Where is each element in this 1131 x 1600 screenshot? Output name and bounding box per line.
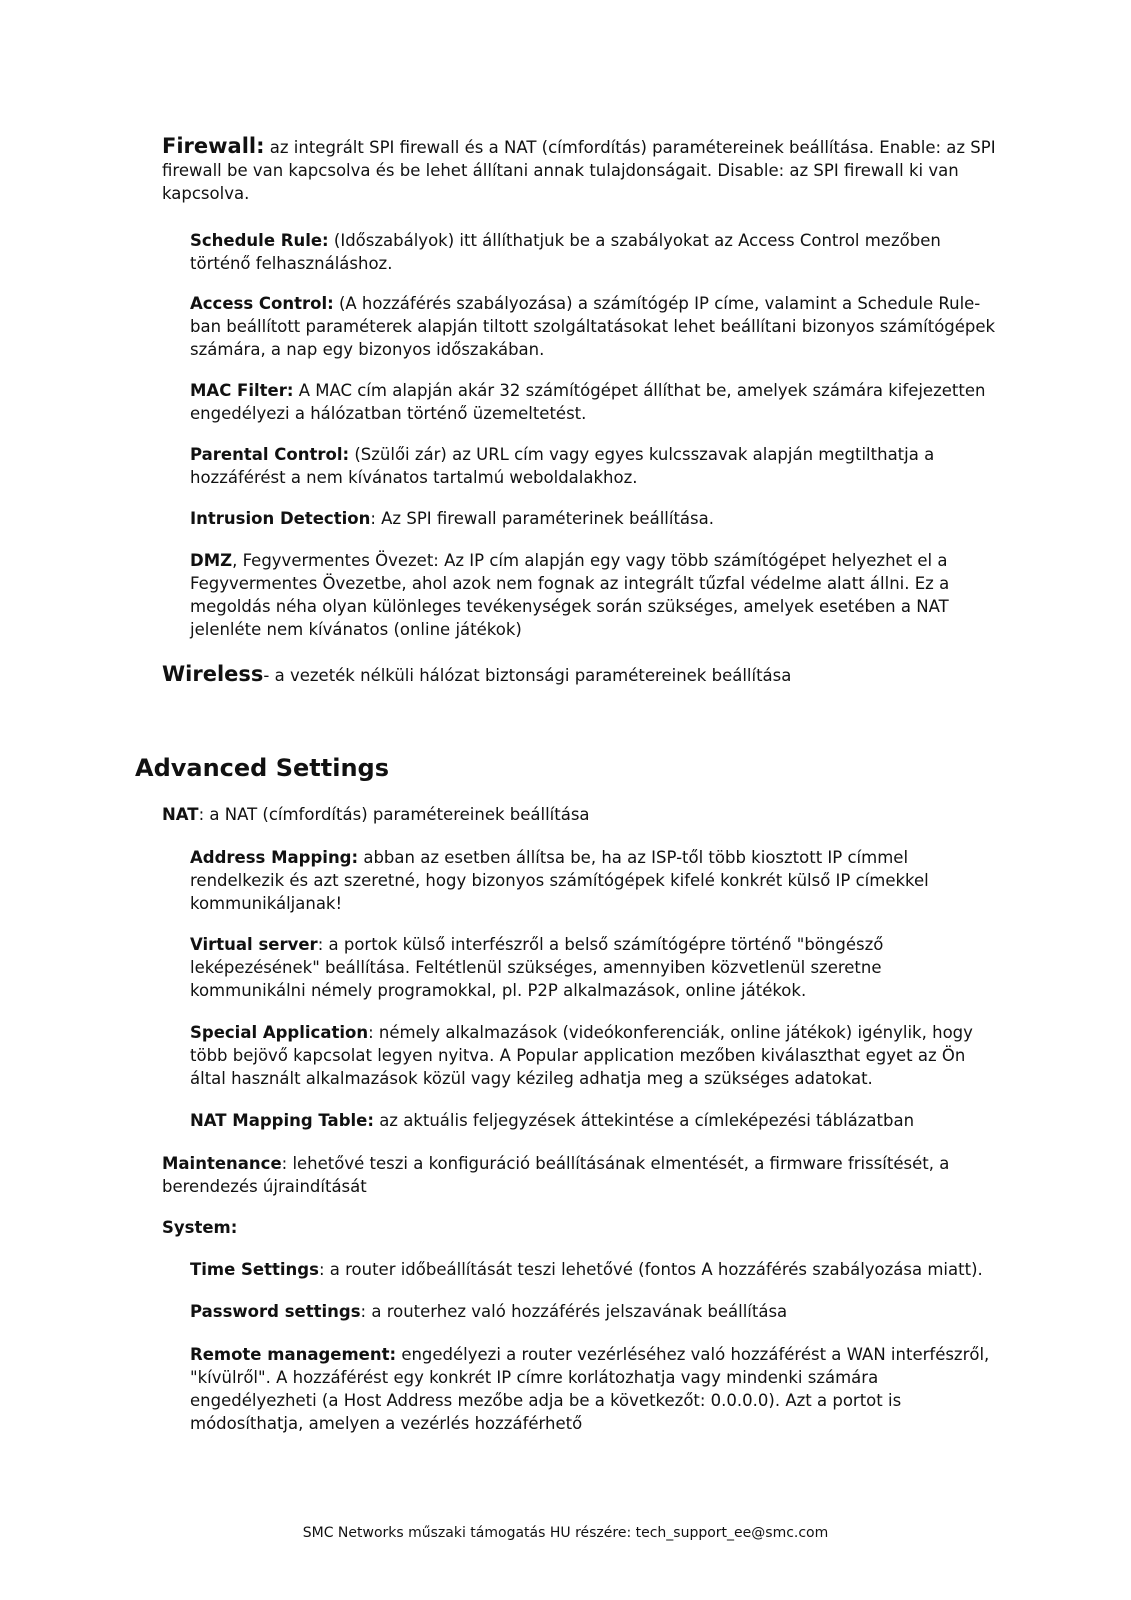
remote-management-text: engedélyezi a router vezérléséhez való hozzáférést a WAN interfészről, "kívülről". A hozzáférést egy konkrét IP címre korlátozhatja vagy mindenki számára engedélyezheti (a Host Address mezőbe adja be a következőt: 0.0.0.0). Azt a portot is módosíthatja, amelyen a vezérlés hozzáférhető bbox=[190, 1345, 990, 1433]
intrusion-detection-paragraph bbox=[190, 507, 1002, 530]
system-paragraph bbox=[162, 1216, 1002, 1239]
access-control-paragraph bbox=[190, 292, 1002, 361]
time-settings-term: Time Settings bbox=[190, 1260, 319, 1279]
password-settings-text: : a routerhez való hozzáférés jelszavának beállítása bbox=[360, 1302, 788, 1321]
mac-filter-text: A MAC cím alapján akár 32 számítógépet állíthat be, amelyek számára kifejezetten engedélyezi a hálózatban történő üzemeltetést. bbox=[190, 381, 986, 423]
virtual-server-paragraph bbox=[190, 933, 1002, 1002]
schedule-rule-paragraph bbox=[190, 229, 1002, 275]
nat-mapping-table-text: az aktuális feljegyzések áttekintése a címleképezési táblázatban bbox=[373, 1111, 915, 1130]
access-control-term: Access Control: bbox=[190, 294, 334, 313]
remote-management-paragraph bbox=[190, 1343, 1002, 1435]
nat-paragraph bbox=[162, 803, 1002, 826]
access-control-text: (A hozzáférés szabályozása) a számítógép IP címe, valamint a Schedule Rule-ban beállított paraméterek alapján tiltott szolgáltatásokat lehet beállítani bizonyos számítógépek számára, a nap egy bizonyos időszakában. bbox=[190, 294, 996, 359]
maintenance-paragraph bbox=[162, 1152, 1002, 1198]
parental-control-paragraph bbox=[190, 443, 1002, 489]
nat-text: : a NAT (címfordítás) paramétereinek beállítása bbox=[198, 805, 590, 824]
schedule-rule-term: Schedule Rule: bbox=[190, 231, 329, 250]
firewall-paragraph bbox=[162, 135, 1002, 205]
time-settings-text: : a router időbeállítását teszi lehetővé (fontos A hozzáférés szabályozása miatt). bbox=[318, 1260, 983, 1279]
intrusion-detection-text: : Az SPI firewall paraméterinek beállítása. bbox=[370, 509, 714, 528]
parental-control-term: Parental Control: bbox=[190, 445, 350, 464]
page-footer: SMC Networks műszaki támogatás HU részére: tech_support_ee@smc.com bbox=[302, 1525, 829, 1541]
password-settings-paragraph bbox=[190, 1300, 1002, 1323]
schedule-rule-text: (Időszabályok) itt állíthatjuk be a szabályokat az Access Control mezőben történő felhasználáshoz. bbox=[190, 231, 941, 273]
special-application-term: Special Application bbox=[190, 1023, 369, 1042]
virtual-server-term: Virtual server bbox=[190, 935, 318, 954]
intrusion-detection-term: Intrusion Detection bbox=[190, 509, 371, 528]
wireless-term: Wireless bbox=[162, 662, 264, 686]
dmz-text: , Fegyvermentes Övezet: Az IP cím alapján egy vagy több számítógépet helyezhet el a Fegyvermentes Övezetbe, ahol azok nem fognak az integrált tűzfal védelme alatt állni. Ez a megoldás néha olyan különleges tevékenységek során szükséges, amelyek esetében a NAT jelenléte nem kívánatos (online játékok) bbox=[190, 551, 950, 639]
nat-mapping-table-term: NAT Mapping Table: bbox=[190, 1111, 374, 1130]
dmz-paragraph bbox=[190, 549, 1002, 641]
special-application-paragraph bbox=[190, 1021, 1002, 1090]
virtual-server-text: : a portok külső interfészről a belső számítógépre történő "böngésző leképezésének" beállítása. Feltétlenül szükséges, amennyiben közvetlenül szeretne kommunikálni némely programokkal, pl. P2P alkalmazások, online játékok. bbox=[190, 935, 884, 1000]
firewall-text: az integrált SPI firewall és a NAT (címfordítás) paramétereinek beállítása. Enable: az SPI firewall be van kapcsolva és be lehet állítani annak tulajdonságait. Disable: az SPI firewall ki van kapcsolva. bbox=[162, 138, 996, 203]
system-term: System: bbox=[162, 1218, 238, 1237]
maintenance-text: : lehetővé teszi a konfiguráció beállításának elmentését, a firmware frissítését, a berendezés újraindítását bbox=[162, 1154, 950, 1196]
time-settings-paragraph bbox=[190, 1258, 1002, 1281]
mac-filter-paragraph bbox=[190, 379, 1002, 425]
maintenance-term: Maintenance bbox=[162, 1154, 282, 1173]
wireless-text: - a vezeték nélküli hálózat biztonsági paramétereinek beállítása bbox=[263, 666, 792, 685]
special-application-text: : némely alkalmazások (videókonferenciák, online játékok) igénylik, hogy több bejövő kapcsolat legyen nyitva. A Popular application mezőben kiválaszthat egyet az Ön által használt alkalmazások közül vagy kézileg adhatja meg a szükséges adatokat. bbox=[190, 1023, 973, 1088]
mac-filter-term: MAC Filter: bbox=[190, 381, 294, 400]
parental-control-text: (Szülői zár) az URL cím vagy egyes kulcsszavak alapján megtilthatja a hozzáférést a nem kívánatos tartalmú weboldalakhoz. bbox=[190, 445, 935, 487]
address-mapping-term: Address Mapping: bbox=[190, 848, 359, 867]
advanced-settings-heading: Advanced Settings bbox=[135, 754, 390, 782]
nat-mapping-table-paragraph bbox=[190, 1109, 1002, 1132]
nat-term: NAT bbox=[162, 805, 199, 824]
wireless-paragraph bbox=[162, 663, 1002, 687]
dmz-term: DMZ bbox=[190, 551, 233, 570]
remote-management-term: Remote management: bbox=[190, 1345, 397, 1364]
address-mapping-text: abban az esetben állítsa be, ha az ISP-től több kiosztott IP címmel rendelkezik és azt szeretné, hogy bizonyos számítógépek kifelé konkrét külső IP címekkel kommunikáljanak! bbox=[190, 848, 929, 913]
password-settings-term: Password settings bbox=[190, 1302, 361, 1321]
address-mapping-paragraph bbox=[190, 846, 1002, 915]
firewall-term: Firewall: bbox=[162, 134, 265, 158]
